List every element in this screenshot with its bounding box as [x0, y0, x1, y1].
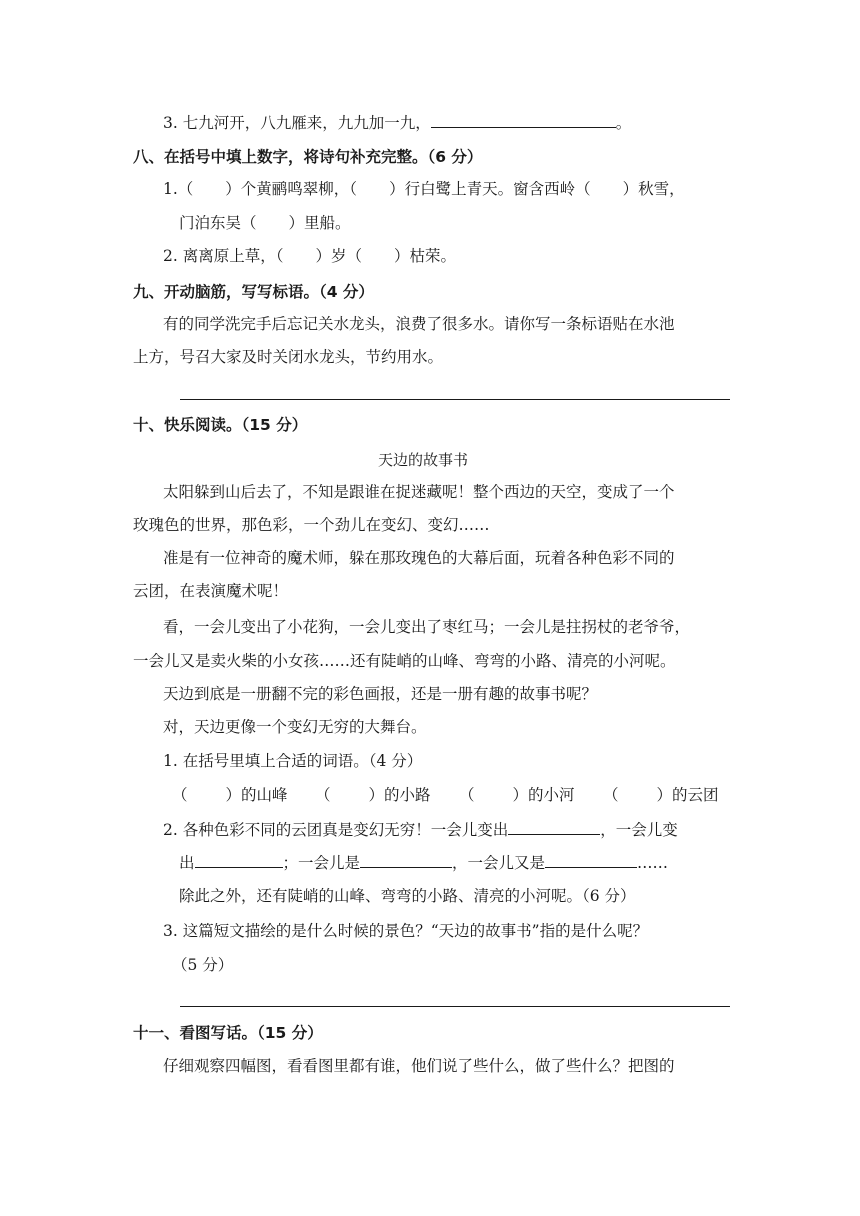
passage-p2-line1: 准是有一位神奇的魔术师，躲在那玫瑰色的大幕后面，玩着各种色彩不同的 [163, 549, 675, 567]
q11-heading: 十一、看图写话。（15 分） [133, 1024, 323, 1042]
q10-sub2-line2: 出 ；一会儿是 ，一会儿又是 …… [179, 854, 669, 872]
answer-blank[interactable] [195, 852, 283, 868]
q9-line1: 有的同学洗完手后忘记关水龙头，浪费了很多水。请你写一条标语贴在水池 [163, 315, 675, 333]
passage-p3-line1: 看，一会儿变出了小花狗，一会儿变出了枣红马；一会儿是拄拐杖的老爷爷， [163, 618, 691, 636]
q10-sub2-line1: 2. 各种色彩不同的云团真是变幻无穷！一会儿变出 ，一会儿变 [163, 821, 678, 839]
q10-sub2-line3: 除此之外，还有陡峭的山峰、弯弯的小路、清亮的小河呢。（6 分） [179, 887, 636, 905]
passage-p3-line2: 一会儿又是卖火柴的小女孩……还有陡峭的山峰、弯弯的小路、清亮的小河呢。 [133, 652, 676, 670]
passage-p1-line1: 太阳躲到山后去了，不知是跟谁在捉迷藏呢！整个西边的天空，变成了一个 [163, 483, 675, 501]
q8-heading: 八、在括号中填上数字，将诗句补充完整。（6 分） [133, 148, 483, 166]
q8-item1-line2: 门泊东吴（ ）里船。 [179, 214, 351, 232]
q10-heading: 十、快乐阅读。（15 分） [133, 416, 308, 434]
answer-line[interactable] [180, 399, 730, 400]
answer-blank[interactable] [360, 852, 452, 868]
q10-sub1-item: （ ）的云团 [603, 786, 719, 804]
q10-sub3-line2: （5 分） [172, 956, 234, 974]
q10-sub1-heading: 1. 在括号里填上合适的词语。（4 分） [163, 752, 423, 770]
answer-blank[interactable] [508, 819, 600, 835]
passage-p4: 天边到底是一册翻不完的彩色画报，还是一册有趣的故事书呢？ [163, 685, 598, 703]
q10-sub1-item: （ ）的小路 [315, 786, 431, 804]
answer-blank[interactable] [545, 852, 637, 868]
passage-title: 天边的故事书 [378, 451, 469, 469]
passage-p5: 对，天边更像一个变幻无穷的大舞台。 [163, 718, 427, 736]
passage-p2-line2: 云团，在表演魔术呢！ [133, 582, 289, 600]
q9-line2: 上方，号召大家及时关闭水龙头，节约用水。 [133, 348, 444, 366]
q7-item3: 3. 七九河开，八九雁来，九九加一九， 。 [163, 114, 632, 132]
q10-sub1-item: （ ）的小河 [459, 786, 575, 804]
q11-line1: 仔细观察四幅图，看看图里都有谁，他们说了些什么，做了些什么？把图的 [163, 1057, 675, 1075]
q9-heading: 九、开动脑筋，写写标语。（4 分） [133, 283, 374, 301]
passage-p1-line2: 玫瑰色的世界，那色彩，一个劲儿在变幻、变幻…… [133, 516, 490, 534]
q8-item1-line1: 1.（ ）个黄鹂鸣翠柳，（ ）行白鹭上青天。窗含西岭（ ）秋雪， [163, 180, 685, 198]
answer-blank[interactable] [431, 112, 616, 128]
q8-item2: 2. 离离原上草，（ ）岁（ ）枯荣。 [163, 247, 456, 265]
answer-line[interactable] [180, 1006, 730, 1007]
q7-item3-text: 3. 七九河开，八九雁来，九九加一九， [163, 114, 431, 132]
q10-sub1-item: （ ）的山峰 [172, 786, 288, 804]
q10-sub3-line1: 3. 这篇短文描绘的是什么时候的景色？“天边的故事书”指的是什么呢？ [163, 922, 649, 940]
